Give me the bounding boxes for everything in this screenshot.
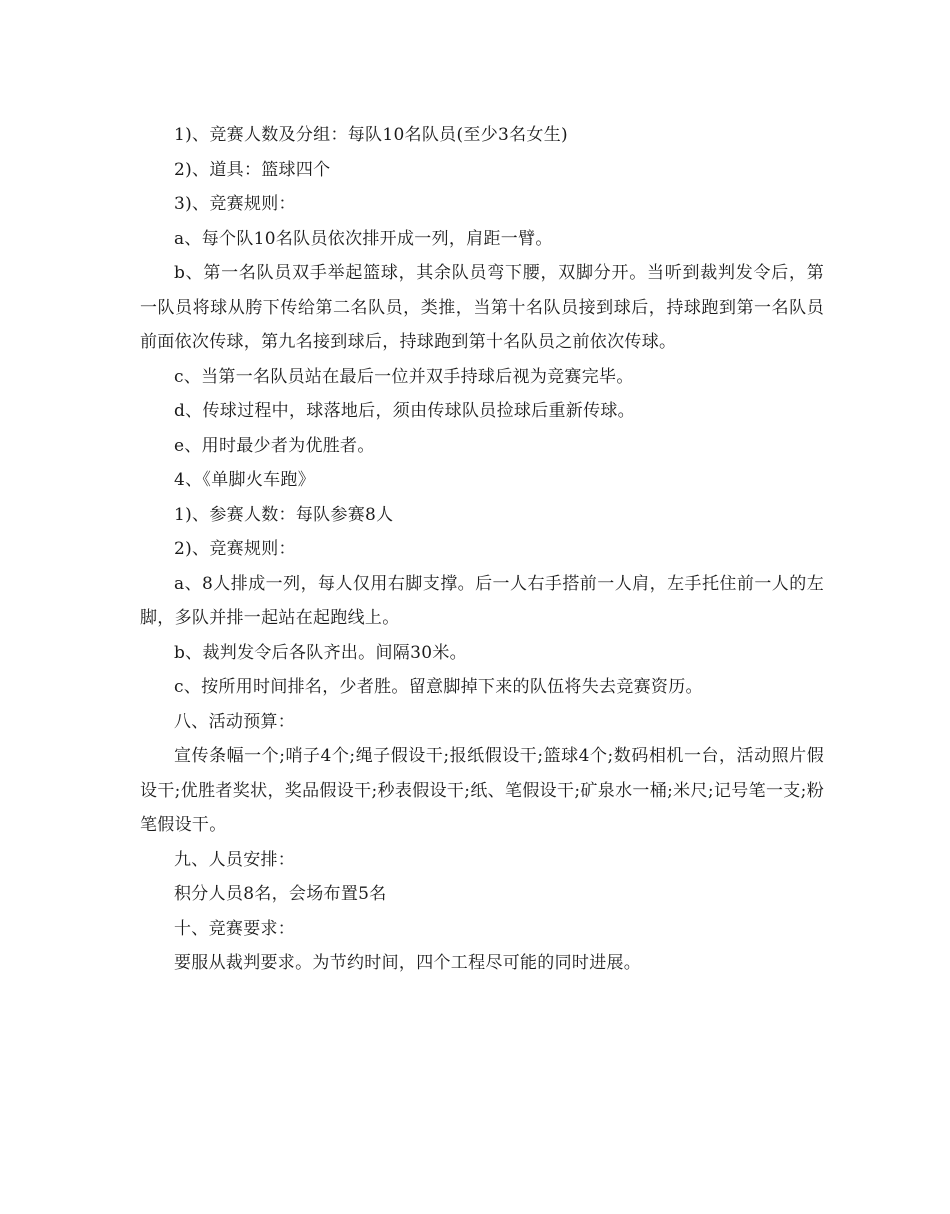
paragraph-rules-heading: 3)、竞赛规则： [174, 194, 296, 214]
paragraph-participants: 1)、参赛人数：每队参赛8人 [174, 504, 394, 525]
section-heading-train-race: 4、《单脚火车跑》 [174, 470, 316, 490]
paragraph-rules-heading-2: 2)、竞赛规则： [174, 539, 296, 559]
paragraph-staff: 积分人员8名，会场布置5名 [174, 884, 387, 904]
document-body [140, 118, 824, 981]
paragraph-requirements: 要服从裁判要求。为节约时间，四个工程尽可能的同时进展。 [174, 953, 642, 973]
paragraph-rule-e: e、用时最少者为优胜者。 [174, 435, 375, 456]
section-heading-budget: 八、活动预算： [174, 711, 296, 732]
paragraph-team-size: 1)、竞赛人数及分组：每队10名队员(至少3名女生) [174, 125, 568, 145]
paragraph-rule-b: b、第一名队员双手举起篮球，其余队员弯下腰，双脚分开。当听到裁判发令后，第一队员将球从胯下传给第二名队员，类推，当第十名队员接到球后，持球跑到第一名队员前面依次传球，第九名接到球后，持球跑到第十名队员之前依次传球。 [140, 263, 824, 352]
section-heading-staff: 九、人员安排： [174, 849, 296, 870]
paragraph-rule-d: d、传球过程中，球落地后，须由传球队员捡球后重新传球。 [174, 401, 635, 421]
paragraph-rule-a: a、每个队10名队员依次排开成一列，肩距一臂。 [174, 228, 553, 249]
paragraph-props: 2)、道具：篮球四个 [174, 159, 331, 180]
paragraph-train-rule-a: a、8人排成一列，每人仅用右脚支撑。后一人右手搭前一人肩，左手托住前一人的左脚，多队并排一起站在起跑线上。 [140, 573, 824, 628]
paragraph-budget-items: 宣传条幅一个;哨子4个;绳子假设干;报纸假设干;篮球4个;数码相机一台，活动照片假设干;优胜者奖状，奖品假设干;秒表假设干;纸、笔假设干;矿泉水一桶;米尺;记号笔一支;粉笔假设干。 [140, 746, 824, 835]
paragraph-train-rule-c: c、按所用时间排名，少者胜。留意脚掉下来的队伍将失去竞赛资历。 [174, 677, 703, 697]
paragraph-rule-c: c、当第一名队员站在最后一位并双手持球后视为竞赛完毕。 [174, 366, 634, 387]
section-heading-requirements: 十、竞赛要求： [174, 918, 296, 939]
paragraph-train-rule-b: b、裁判发令后各队齐出。间隔30米。 [174, 642, 467, 663]
